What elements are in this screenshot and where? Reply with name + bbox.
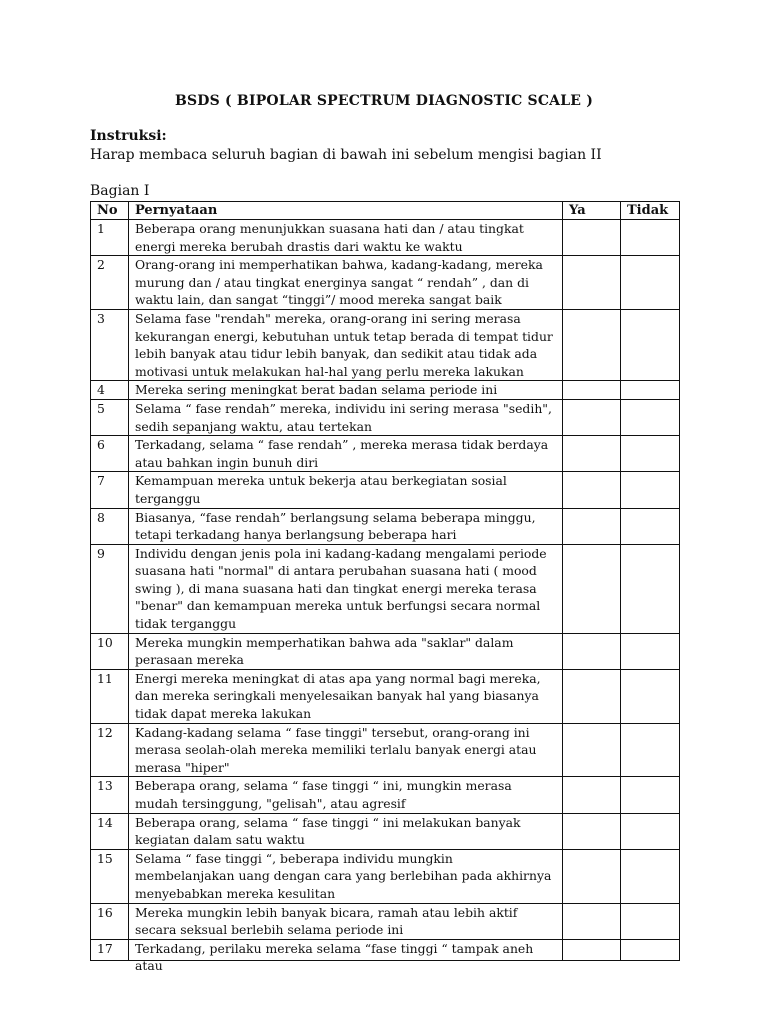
answer-ya-cell[interactable] (563, 256, 621, 310)
table-row (91, 436, 680, 472)
row-number: 2 (91, 256, 129, 310)
row-number: 12 (91, 723, 129, 777)
answer-tidak-cell[interactable] (621, 220, 680, 256)
row-statement: Individu dengan jenis pola ini kadang-kadang mengalami periode suasana hati "normal" di antara perubahan suasana hati ( mood swing ), di mana suasana hati dan tingkat energi mereka terasa "benar" dan kemampuan mereka untuk berfungsi secara normal tidak terganggu (129, 544, 563, 633)
answer-tidak-cell[interactable] (621, 903, 680, 939)
table-row (91, 939, 680, 960)
answer-tidak-cell[interactable] (621, 256, 680, 310)
row-statement-text: Terkadang, perilaku mereka selama “fase tinggi “ tampak aneh atau (135, 940, 534, 974)
table-row (91, 309, 680, 380)
answer-tidak-cell[interactable] (621, 849, 680, 903)
table-row (91, 256, 680, 310)
row-statement: Kadang-kadang selama “ fase tinggi" tersebut, orang-orang ini merasa seolah-olah mereka memiliki terlalu banyak energi atau merasa "hiper" (129, 723, 563, 777)
header-pernyataan: Pernyataan (129, 202, 563, 220)
row-number: 14 (91, 813, 129, 849)
table-row (91, 508, 680, 544)
answer-ya-cell[interactable] (563, 436, 621, 472)
document-title: BSDS ( BIPOLAR SPECTRUM DIAGNOSTIC SCALE ) (174, 93, 594, 109)
row-number: 6 (91, 436, 129, 472)
table-header-row (91, 202, 680, 220)
row-number: 3 (91, 309, 129, 380)
row-number: 16 (91, 903, 129, 939)
questionnaire-table (90, 201, 680, 974)
answer-tidak-cell[interactable] (621, 723, 680, 777)
table-row (91, 669, 680, 723)
row-number: 8 (91, 508, 129, 544)
answer-ya-cell[interactable] (563, 220, 621, 256)
row-statement: Selama fase "rendah" mereka, orang-orang ini sering merasa kekurangan energi, kebutuhan untuk tetap berada di tempat tidur lebih banyak atau tidur lebih banyak, dan sedikit atau tidak ada motivasi untuk melakukan hal-hal yang perlu mereka lakukan (129, 309, 563, 380)
row-number: 1 (91, 220, 129, 256)
table-row (91, 633, 680, 669)
table-row (91, 903, 680, 939)
answer-ya-cell[interactable] (563, 381, 621, 400)
table-row (91, 399, 680, 435)
answer-tidak-cell[interactable] (621, 508, 680, 544)
answer-tidak-cell[interactable] (621, 436, 680, 472)
header-ya: Ya (563, 202, 621, 220)
row-statement (129, 939, 563, 974)
row-number: 9 (91, 544, 129, 633)
answer-tidak-cell[interactable] (621, 777, 680, 813)
answer-tidak-cell[interactable] (621, 309, 680, 380)
row-number: 17 (91, 939, 129, 960)
row-statement: Terkadang, selama “ fase rendah” , mereka merasa tidak berdaya atau bahkan ingin bunuh diri (129, 436, 563, 472)
answer-ya-cell[interactable] (563, 723, 621, 777)
row-number: 11 (91, 669, 129, 723)
answer-tidak-cell[interactable] (621, 472, 680, 508)
row-statement: Biasanya, “fase rendah” berlangsung selama beberapa minggu, tetapi terkadang hanya berlangsung beberapa hari (129, 508, 563, 544)
table-row (91, 813, 680, 849)
answer-ya-cell[interactable] (563, 633, 621, 669)
row-statement: Orang-orang ini memperhatikan bahwa, kadang-kadang, mereka murung dan / atau tingkat energinya sangat “ rendah” , dan di waktu lain, dan sangat “tinggi”/ mood mereka sangat baik (129, 256, 563, 310)
row-statement: Beberapa orang, selama “ fase tinggi “ ini melakukan banyak kegiatan dalam satu waktu (129, 813, 563, 849)
row-statement: Energi mereka meningkat di atas apa yang normal bagi mereka, dan mereka seringkali menyelesaikan banyak hal yang biasanya tidak dapat mereka lakukan (129, 669, 563, 723)
answer-ya-cell[interactable] (563, 849, 621, 903)
row-number: 7 (91, 472, 129, 508)
table-row (91, 472, 680, 508)
table-row (91, 777, 680, 813)
row-number: 10 (91, 633, 129, 669)
answer-ya-cell[interactable] (563, 813, 621, 849)
instructions-text: Harap membaca seluruh bagian di bawah ini sebelum mengisi bagian II (90, 147, 602, 163)
row-statement: Selama “ fase tinggi “, beberapa individu mungkin membelanjakan uang dengan cara yang berlebihan pada akhirnya menyebabkan mereka kesulitan (129, 849, 563, 903)
answer-tidak-cell[interactable] (621, 544, 680, 633)
answer-ya-cell[interactable] (563, 544, 621, 633)
header-tidak: Tidak (621, 202, 680, 220)
answer-tidak-cell[interactable] (621, 813, 680, 849)
table-row (91, 849, 680, 903)
row-statement: Beberapa orang menunjukkan suasana hati dan / atau tingkat energi mereka berubah drastis dari waktu ke waktu (129, 220, 563, 256)
answer-ya-cell[interactable] (563, 939, 621, 960)
table-body (91, 220, 680, 974)
answer-ya-cell[interactable] (563, 777, 621, 813)
answer-tidak-cell[interactable] (621, 669, 680, 723)
header-no: No (91, 202, 129, 220)
row-statement: Kemampuan mereka untuk bekerja atau berkegiatan sosial terganggu (129, 472, 563, 508)
row-number: 15 (91, 849, 129, 903)
section-label: Bagian I (90, 183, 150, 199)
table-row (91, 220, 680, 256)
answer-ya-cell[interactable] (563, 472, 621, 508)
row-statement: Selama “ fase rendah” mereka, individu ini sering merasa "sedih", sedih sepanjang waktu, atau tertekan (129, 399, 563, 435)
row-statement: Mereka mungkin memperhatikan bahwa ada "saklar" dalam perasaan mereka (129, 633, 563, 669)
answer-tidak-cell[interactable] (621, 381, 680, 400)
answer-ya-cell[interactable] (563, 399, 621, 435)
answer-tidak-cell[interactable] (621, 633, 680, 669)
row-number: 13 (91, 777, 129, 813)
answer-ya-cell[interactable] (563, 309, 621, 380)
row-number: 5 (91, 399, 129, 435)
answer-tidak-cell[interactable] (621, 399, 680, 435)
answer-ya-cell[interactable] (563, 903, 621, 939)
row-statement: Beberapa orang, selama “ fase tinggi “ ini, mungkin merasa mudah tersinggung, "gelisah", atau agresif (129, 777, 563, 813)
answer-ya-cell[interactable] (563, 669, 621, 723)
table-row (91, 381, 680, 400)
row-statement: Mereka mungkin lebih banyak bicara, ramah atau lebih aktif secara seksual berlebih selama periode ini (129, 903, 563, 939)
row-statement: Mereka sering meningkat berat badan selama periode ini (129, 381, 563, 400)
table-row (91, 544, 680, 633)
answer-tidak-cell[interactable] (621, 939, 680, 960)
answer-ya-cell[interactable] (563, 508, 621, 544)
row-number: 4 (91, 381, 129, 400)
instructions-heading: Instruksi: (90, 128, 167, 144)
table-row (91, 723, 680, 777)
